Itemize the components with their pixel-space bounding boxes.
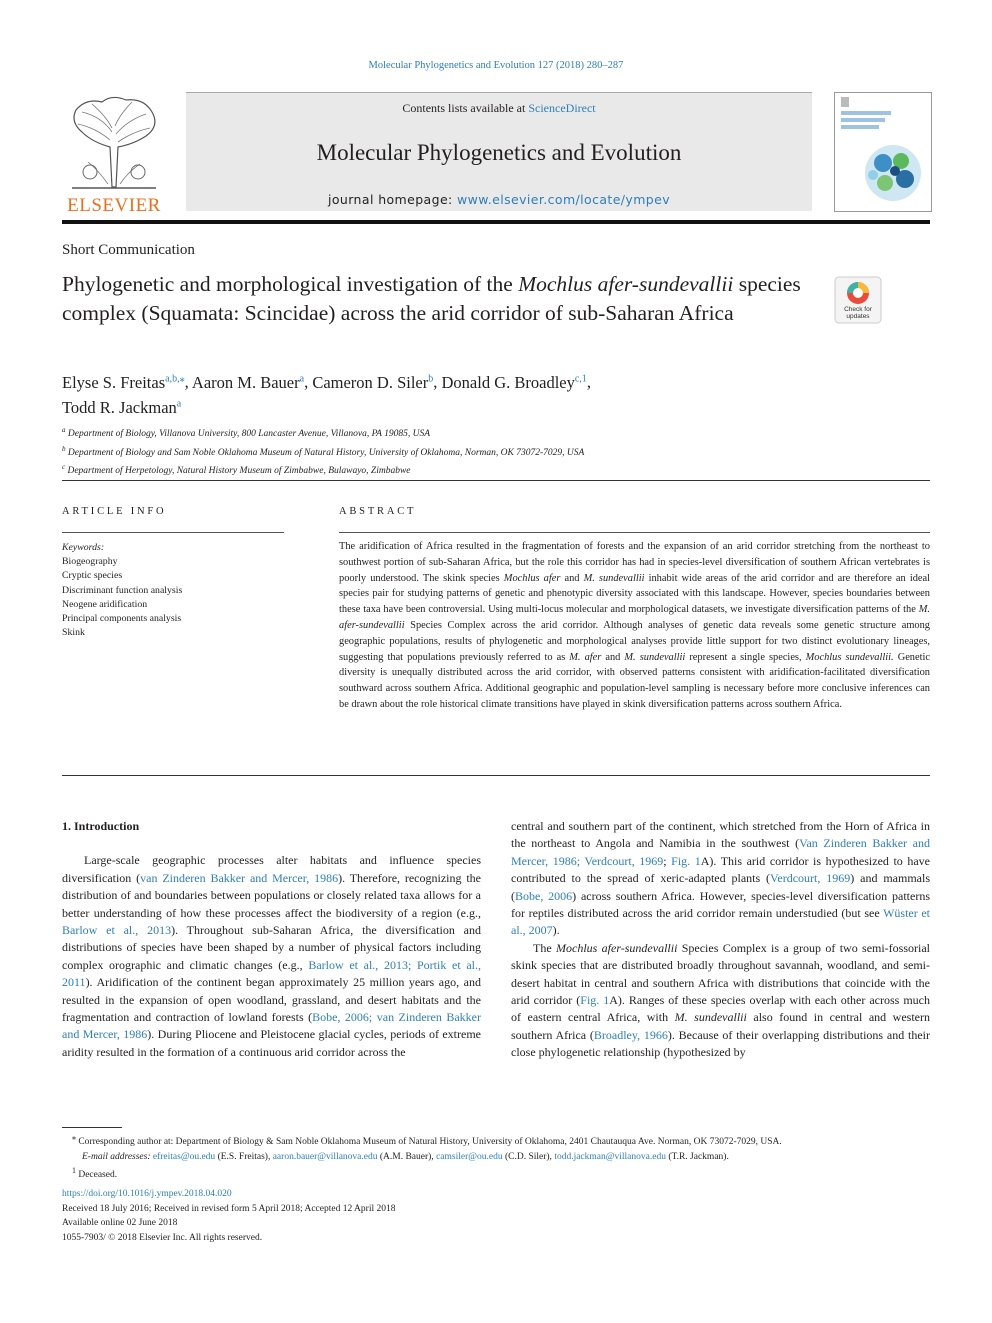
reference-link[interactable]: Verdcourt, 1969: [770, 871, 851, 886]
keyword: Cryptic species: [62, 570, 123, 582]
keyword: Neogene aridification: [62, 598, 148, 610]
author[interactable]: Cameron D. Siler$^b$: [312, 372, 434, 392]
article-title: Phylogenetic and morphological investigation of the Mochlus afer-sundevallii species complex (Squamata: Scincidae) across the arid corridor of sub-Saharan Africa: [62, 272, 801, 325]
paragraph: Large-scale geographic processes alter habitats and influence species diversification (van Zinderen Bakker and Mercer, 1986). Therefore, recognizing the distribution of and boundaries between populations or closely related taxa allows for a better understanding of how these processes affect the biodiversity of a region (e.g., Barlow et al., 2013). Throughout sub-Saharan Africa, the diversification and distributions of species have been shaped by a number of physical factors including complex orographic and climatic changes (e.g., Barlow et al., 2013; Portik et al., 2011). Aridification of the continent began approximately 25 million years ago, and resulted in the expansion of open woodland, grassland, and desert habitats and the fragmentation and contraction of lowland forests (Bobe, 2006; van Zinderen Bakker and Mercer, 1986). During Pliocene and Pleistocene glacial cycles, periods of extreme aridity resulted in the formation of a continuous arid corridor across the: [62, 853, 482, 1059]
keyword: Discriminant function analysis: [62, 584, 183, 596]
keywords-label: Keywords:: [62, 542, 105, 553]
paragraph: central and southern part of the continent, which stretched from the Horn of Africa in the northeast to Angola and Namibia in the southwest (Van Zinderen Bakker and Mercer, 1986; Verdcourt, 1969; Fig. 1A). This arid corridor is hypothesized to have contributed to the spread of xeric-adapted plants (Verdcourt, 1969) and mammals (Bobe, 2006) across southern Africa. However, species-level diversification patterns for reptiles distributed across the arid corridor remain understudied (but see Wüster et al., 2007).: [511, 819, 931, 938]
email-addresses: E-mail addresses: efreitas@ou.edu (E.S. Freitas), aaron.bauer@villanova.edu (A.M. Bauer), camsiler@ou.edu (C.D. Siler), todd.jackman@villanova.edu (T.R. Jackman).: [82, 1151, 729, 1162]
author[interactable]: Aaron M. Bauer$^a$: [191, 372, 305, 392]
elsevier-tree-icon: [62, 92, 166, 192]
check-for-updates-button[interactable]: Check for updates: [834, 276, 882, 324]
journal-cover-art: [835, 93, 931, 211]
figure-link[interactable]: Fig. 1: [671, 853, 701, 868]
body-column-left: [62, 818, 481, 1061]
email-link[interactable]: todd.jackman@villanova.edu: [554, 1151, 666, 1162]
author[interactable]: Elyse S. Freitas$^{a,b,⁎}$: [62, 372, 185, 392]
online-date: Available online 02 June 2018: [62, 1218, 178, 1228]
keywords: [62, 541, 292, 640]
copyright: 1055-7903/ © 2018 Elsevier Inc. All rights reserved.: [62, 1232, 263, 1243]
section-heading: 1. Introduction: [62, 819, 140, 833]
homepage-link[interactable]: www.elsevier.com/locate/ympev: [457, 192, 670, 207]
affiliation: $^a$ Department of Biology, Villanova University, 800 Lancaster Avenue, Villanova, PA 19085, USA: [62, 426, 431, 440]
publication-history: Received 18 July 2016; Received in revised form 5 April 2018; Accepted 12 April 2018: [62, 1203, 396, 1214]
abstract-text: The aridification of Africa resulted in the fragmentation of forests and the expansion of an arid corridor stretching from the northeast to southwest portion of sub-Saharan Africa, but the role this corridor has had in species-level diversification of southern African vertebrates is poorly understood. The skink species Mochlus afer and M. sundevallii inhabit wide areas of the arid corridor and are therefore an ideal species pair for studying patterns of genetic and phenotypic diversity associated with this landscape. However, species boundaries between these taxa have been controversial. Using multi-locus molecular and morphological datasets, we investigate diversification patterns of the M. afer-sundevallii Species Complex across the arid corridor. Although analyses of genetic data reveals some genetic structure among geographic populations, results of phylogenetic and morphological analyses provide little support for two distinct evolutionary lineages, suggesting that populations previously referred to as M. afer and M. sundevallii represent a single species, Mochlus sundevallii. Genetic diversity is unequally distributed across the arid corridor, with observed patterns consistent with aridification-facilitated diversification southward across southern Africa. Additional geographic and population-level sampling is necessary before more conclusive inferences can be drawn about the role historical climate transitions have played in skink diversification patterns across southern Africa.: [339, 541, 931, 710]
divider: [62, 480, 930, 481]
sciencedirect-link[interactable]: ScienceDirect: [528, 101, 596, 115]
divider: [62, 532, 284, 533]
footnotes: [62, 1131, 930, 1183]
corresponding-author-note: ⁎ Corresponding author at: Department of Biology & Sam Noble Oklahoma Museum of Natural History, University of Oklahoma, 2401 Chautauqua Ave. Norman, OK 73072-7029, USA.: [72, 1133, 782, 1148]
keyword: Biogeography: [62, 556, 118, 568]
reference-link[interactable]: Bobe, 2006: [515, 888, 573, 903]
keyword: Principal components analysis: [62, 613, 182, 625]
contents-line: Contents lists available at ScienceDirect: [402, 101, 596, 115]
figure-link[interactable]: Fig. 1: [580, 993, 610, 1008]
elsevier-wordmark: ELSEVIER: [67, 195, 161, 216]
reference-link[interactable]: Bobe, 2006; van Zinderen Bakker and Mercer, 1986: [62, 1010, 481, 1042]
reference-link[interactable]: Wüster et al., 2007: [511, 906, 931, 938]
divider: [339, 532, 930, 533]
header-rule: [62, 220, 930, 224]
article-type: Short Communication: [62, 242, 195, 258]
author-list: Elyse S. Freitas$^{a,b,⁎}$, Aaron M. Bauer$^a$, Cameron D. Siler$^b$, Donald G. Broadley$^{c,1}$, Todd R. Jackman$^a$: [62, 372, 591, 417]
reference-link[interactable]: van Zinderen Bakker and Mercer, 1986: [140, 870, 339, 885]
paragraph: The Mochlus afer-sundevallii Species Complex is a group of two semi-fossorial skink species that are distributed broadly throughout savannah, woodland, and semi-desert habitat in central and southern Africa with distributions that coincide with the arid corridor (Fig. 1A). Ranges of these species overlap with each other across much of eastern central Africa, with M. sundevallii also found in central and western southern Africa (Broadley, 1966). Because of their overlapping distributions and their close phylogenetic relationship (hypothesized by: [511, 940, 931, 1060]
reference-link[interactable]: Broadley, 1966: [593, 1027, 668, 1042]
author[interactable]: Todd R. Jackman$^a$: [62, 398, 182, 417]
email-link[interactable]: efreitas@ou.edu: [152, 1151, 216, 1162]
journal-cover: [834, 92, 932, 212]
author[interactable]: Donald G. Broadley$^{c,1}$: [441, 372, 587, 392]
journal-homepage: journal homepage: www.elsevier.com/locate/ympev: [328, 192, 670, 207]
publication-info: [62, 1187, 662, 1245]
reference-link[interactable]: Van Zinderen Bakker and Mercer, 1986; Verdcourt, 1969: [511, 836, 931, 868]
divider: [62, 775, 930, 776]
journal-title: Molecular Phylogenetics and Evolution: [316, 140, 682, 165]
reference-link[interactable]: Barlow et al., 2013; Portik et al., 2011: [62, 957, 482, 990]
email-link[interactable]: aaron.bauer@villanova.edu: [272, 1151, 378, 1162]
deceased-note: $^1$ Deceased.: [72, 1166, 118, 1181]
footnote-rule: [62, 1127, 122, 1128]
reference-link[interactable]: Barlow et al., 2013: [62, 923, 172, 938]
affiliations: [62, 423, 922, 479]
affiliation: $^c$ Department of Herpetology, Natural History Museum of Zimbabwe, Bulawayo, Zimbabwe: [62, 463, 411, 477]
affiliation: $^b$ Department of Biology and Sam Noble Oklahoma Museum of Natural History, University of Oklahoma, Norman, OK 73072-7029, USA: [62, 444, 585, 458]
email-link[interactable]: camsiler@ou.edu: [436, 1151, 503, 1162]
keyword: Skink: [62, 627, 85, 639]
journal-citation[interactable]: Molecular Phylogenetics and Evolution 127 (2018) 280–287: [368, 60, 624, 71]
article-info-heading: ARTICLE INFO: [62, 506, 167, 517]
elsevier-logo: [62, 92, 166, 216]
doi-link[interactable]: https://doi.org/10.1016/j.ympev.2018.04.020: [62, 1189, 232, 1199]
body-column-right: [511, 818, 930, 1062]
abstract-heading: ABSTRACT: [339, 506, 417, 517]
